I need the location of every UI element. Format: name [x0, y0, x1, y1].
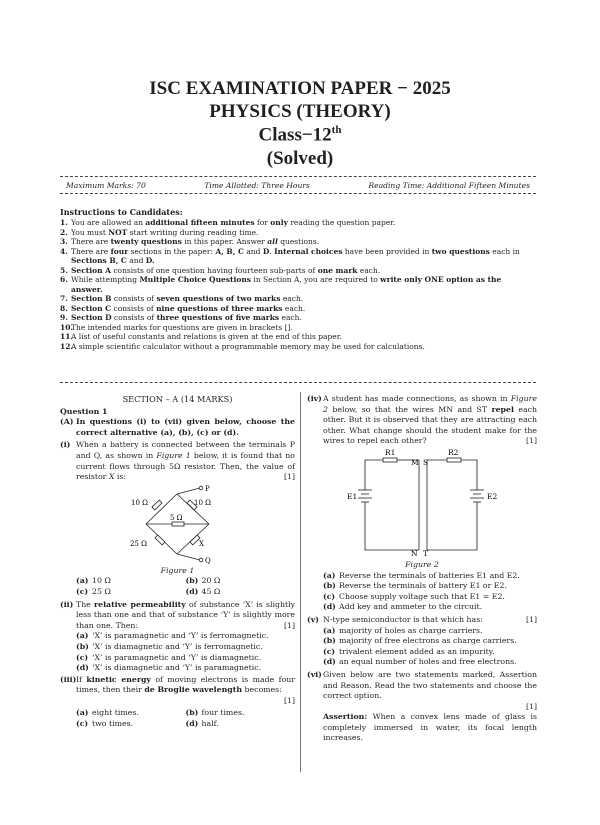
- instruction-number: 1.: [60, 218, 68, 227]
- reading-time: Reading Time: Additional Fifteen Minutes: [368, 181, 530, 190]
- option: (d) ‘X’ is diamagnetic and ‘Y’ is paramagnetic.: [76, 663, 262, 673]
- option: (b) four times.: [185, 708, 245, 718]
- column-divider: [300, 392, 301, 772]
- max-marks: Maximum Marks: 70: [66, 181, 146, 190]
- question-i: [60, 440, 295, 482]
- question-iv: [307, 394, 537, 447]
- instruction-item: [60, 228, 538, 238]
- divider-meta: [60, 193, 536, 194]
- question-i-label: (i): [60, 440, 71, 450]
- resistor-label-10-left: 10 Ω: [131, 498, 148, 507]
- question-iv-label: (iv): [307, 394, 322, 403]
- divider-section: [60, 382, 536, 383]
- instruction-item: [60, 304, 538, 314]
- instruction-number: 7.: [60, 294, 68, 303]
- question-iii-label: (iii): [60, 674, 77, 684]
- instructions-list: [60, 218, 538, 351]
- instruction-item: [60, 332, 538, 342]
- question-vi: [307, 670, 537, 744]
- resistor-label-5: 5 Ω: [170, 513, 183, 522]
- part-a-label: (A): [60, 417, 74, 427]
- instruction-item: [60, 294, 538, 304]
- instructions-heading: Instructions to Candidates:: [60, 207, 183, 217]
- instruction-text: While attempting Multiple Choice Questions in Section A, you are required to write only ONE option as the answer.: [71, 275, 502, 294]
- option: (d) 45 Ω: [185, 586, 221, 596]
- instruction-item: [60, 275, 538, 294]
- part-a-text: In questions (i) to (vii) given below, choose the correct alternative (a), (b), (c) or (d).: [76, 417, 295, 437]
- question-1-heading: Question 1: [60, 406, 108, 416]
- figure-1-bridge-circuit: [60, 484, 295, 566]
- label-e2: E2: [487, 491, 498, 501]
- option: (b) Reverse the terminals of battery E1 or E2.: [323, 581, 507, 591]
- label-r2: R2: [448, 447, 459, 457]
- figure-1-caption: Figure 1: [160, 565, 195, 575]
- marks-label: [1]: [525, 436, 537, 446]
- meta-row: [66, 181, 530, 190]
- instruction-number: 6.: [60, 275, 68, 284]
- option: (b) majority of free electrons as charge carriers.: [323, 636, 517, 646]
- instruction-number: 10.: [60, 322, 74, 332]
- instruction-number: 3.: [60, 237, 68, 246]
- right-column: [307, 394, 537, 744]
- question-v-label: (v): [307, 614, 319, 624]
- instruction-text: Section D consists of three questions of five marks each.: [71, 313, 302, 322]
- question-ii-options: [60, 631, 295, 673]
- marks-label: [1]: [283, 695, 295, 705]
- question-ii-label: (ii): [60, 599, 74, 609]
- option: (a) 10 Ω: [76, 576, 111, 586]
- instruction-item: [60, 342, 538, 352]
- question-i-text: When a battery is connected between the terminals P and Q, as shown in Figure 1 below, it is found that no current flows through 5Ω resistor. Then, the value of resistor X is: [1]: [76, 440, 295, 482]
- option: (c) Choose supply voltage such that E1 = E2.: [323, 591, 505, 601]
- resistor-label-x: X: [199, 539, 204, 548]
- question-iv-options: [307, 571, 537, 613]
- assertion-label: Assertion:: [323, 712, 368, 722]
- instruction-item: [60, 323, 538, 333]
- instruction-number: 2.: [60, 227, 68, 237]
- instruction-number: 12.: [60, 341, 74, 351]
- question-i-options: [60, 576, 295, 597]
- instruction-number: 8.: [60, 303, 68, 313]
- figure-2-caption: Figure 2: [405, 559, 439, 569]
- option: (b) 20 Ω: [185, 576, 221, 586]
- instruction-item: [60, 247, 538, 266]
- option: (c) 25 Ω: [76, 586, 111, 596]
- question-ii: [60, 600, 295, 632]
- divider-top: [60, 176, 536, 177]
- solved-title: (Solved): [266, 148, 334, 169]
- instruction-text: You are allowed an additional fifteen minutes for only reading the question paper.: [71, 218, 396, 227]
- question-iii-options: [60, 708, 295, 729]
- instruction-text: Section A consists of one question having fourteen sub-parts of one mark each.: [71, 265, 381, 275]
- label-m: M: [411, 457, 419, 467]
- label-t: T: [423, 548, 429, 558]
- instruction-number: 5.: [60, 265, 68, 275]
- instruction-text: There are twenty questions in this paper. Answer all questions.: [71, 237, 320, 246]
- option: (a) majority of holes as charge carriers.: [323, 625, 483, 635]
- question-v-options: [307, 626, 537, 668]
- figure-2-parallel-wires-circuit: [307, 448, 537, 560]
- instruction-text: A simple scientific calculator without a programmable memory may be used for calculations.: [71, 341, 425, 351]
- resistor-label-25: 25 Ω: [130, 539, 147, 548]
- resistor-label-10-right: 10 Ω: [194, 498, 211, 507]
- class-title: [0, 124, 600, 146]
- instruction-text: Section C consists of nine questions of three marks each.: [71, 303, 306, 313]
- question-vi-label: (vi): [307, 669, 322, 679]
- option: (d) an equal number of holes and free electrons.: [323, 657, 517, 667]
- subject-title: PHYSICS (THEORY): [209, 101, 391, 122]
- instruction-text: You must NOT start writing during reading time.: [71, 227, 259, 237]
- terminal-q: Q: [205, 556, 211, 565]
- class-text: Class−12: [258, 124, 332, 146]
- instruction-item: [60, 218, 538, 228]
- option: (b) ‘X’ is diamagnetic and ‘Y’ is ferromagnetic.: [76, 641, 263, 651]
- marks-label: [1]: [283, 620, 295, 630]
- label-e1: E1: [347, 491, 358, 501]
- option: (a) eight times.: [76, 708, 139, 718]
- instruction-number: 4.: [60, 246, 68, 256]
- question-v-text: N-type semiconductor is that which has: [1]: [323, 614, 537, 624]
- question-v: [307, 615, 537, 626]
- label-n: N: [411, 548, 418, 558]
- option: (d) half.: [185, 719, 219, 729]
- instruction-text: The intended marks for questions are given in brackets [].: [71, 322, 293, 332]
- assertion-text: When a convex lens made of glass is completely immersed in water, its focal length increases.: [323, 712, 537, 743]
- terminal-p: P: [205, 484, 210, 493]
- instruction-number: 11.: [60, 332, 74, 341]
- marks-label: [1]: [283, 472, 295, 482]
- option: (c) two times.: [76, 719, 134, 729]
- instruction-text: A list of useful constants and relations is given at the end of this paper.: [71, 332, 342, 341]
- instruction-item: [60, 313, 538, 323]
- left-column: [60, 394, 295, 730]
- instruction-text: There are four sections in the paper: A, B, C and D. Internal choices have been provided in two questions each in Sections B, C and D.: [71, 246, 520, 265]
- instruction-number: 9.: [60, 313, 68, 322]
- instruction-item: [60, 266, 538, 276]
- option: (a) Reverse the terminals of batteries E1 and E2.: [323, 570, 520, 580]
- question-vi-text: Given below are two statements marked, Assertion and Reason. Read the two statements and choose the correct option. [1] Assertion: When a convex lens made of glass is completely immersed in water, its focal length increases.: [323, 669, 537, 743]
- marks-label: [1]: [525, 614, 537, 624]
- label-r1: R1: [385, 447, 396, 457]
- label-s: S: [423, 457, 429, 467]
- instruction-text: Section B consists of seven questions of two marks each.: [71, 294, 304, 303]
- question-iii: [60, 675, 295, 707]
- option: (c) trivalent element added as an impurity.: [323, 646, 495, 656]
- part-a: [60, 417, 295, 438]
- question-iv-text: A student has made connections, as shown in Figure 2 below, so that the wires MN and ST repel each other. But it is observed that they are attracting each other. What change should the student make for the wires to repel each other? [1]: [323, 394, 537, 446]
- class-sup: th: [331, 124, 342, 136]
- marks-label: [1]: [525, 701, 537, 711]
- time-allotted: Time Allotted: Three Hours: [204, 181, 310, 190]
- option: (d) Add key and ammeter to the circuit.: [323, 602, 483, 612]
- option: (a) ‘X’ is paramagnetic and ‘Y’ is ferromagnetic.: [76, 631, 269, 641]
- option: (c) ‘X’ is paramagnetic and ‘Y’ is diamagnetic.: [76, 652, 262, 662]
- section-a-title: SECTION – A (14 MARKS): [122, 394, 233, 404]
- question-ii-text: The relative permeability of substance ‘X’ is slightly less than one and that of substance ‘Y’ is slightly more than one. Then: [1]: [76, 599, 295, 630]
- question-iii-text: If kinetic energy of moving electrons is made four times, then their de Broglie wavelength becomes: [1]: [76, 674, 295, 705]
- instruction-item: [60, 237, 538, 247]
- exam-title: ISC EXAMINATION PAPER − 2025: [149, 78, 451, 99]
